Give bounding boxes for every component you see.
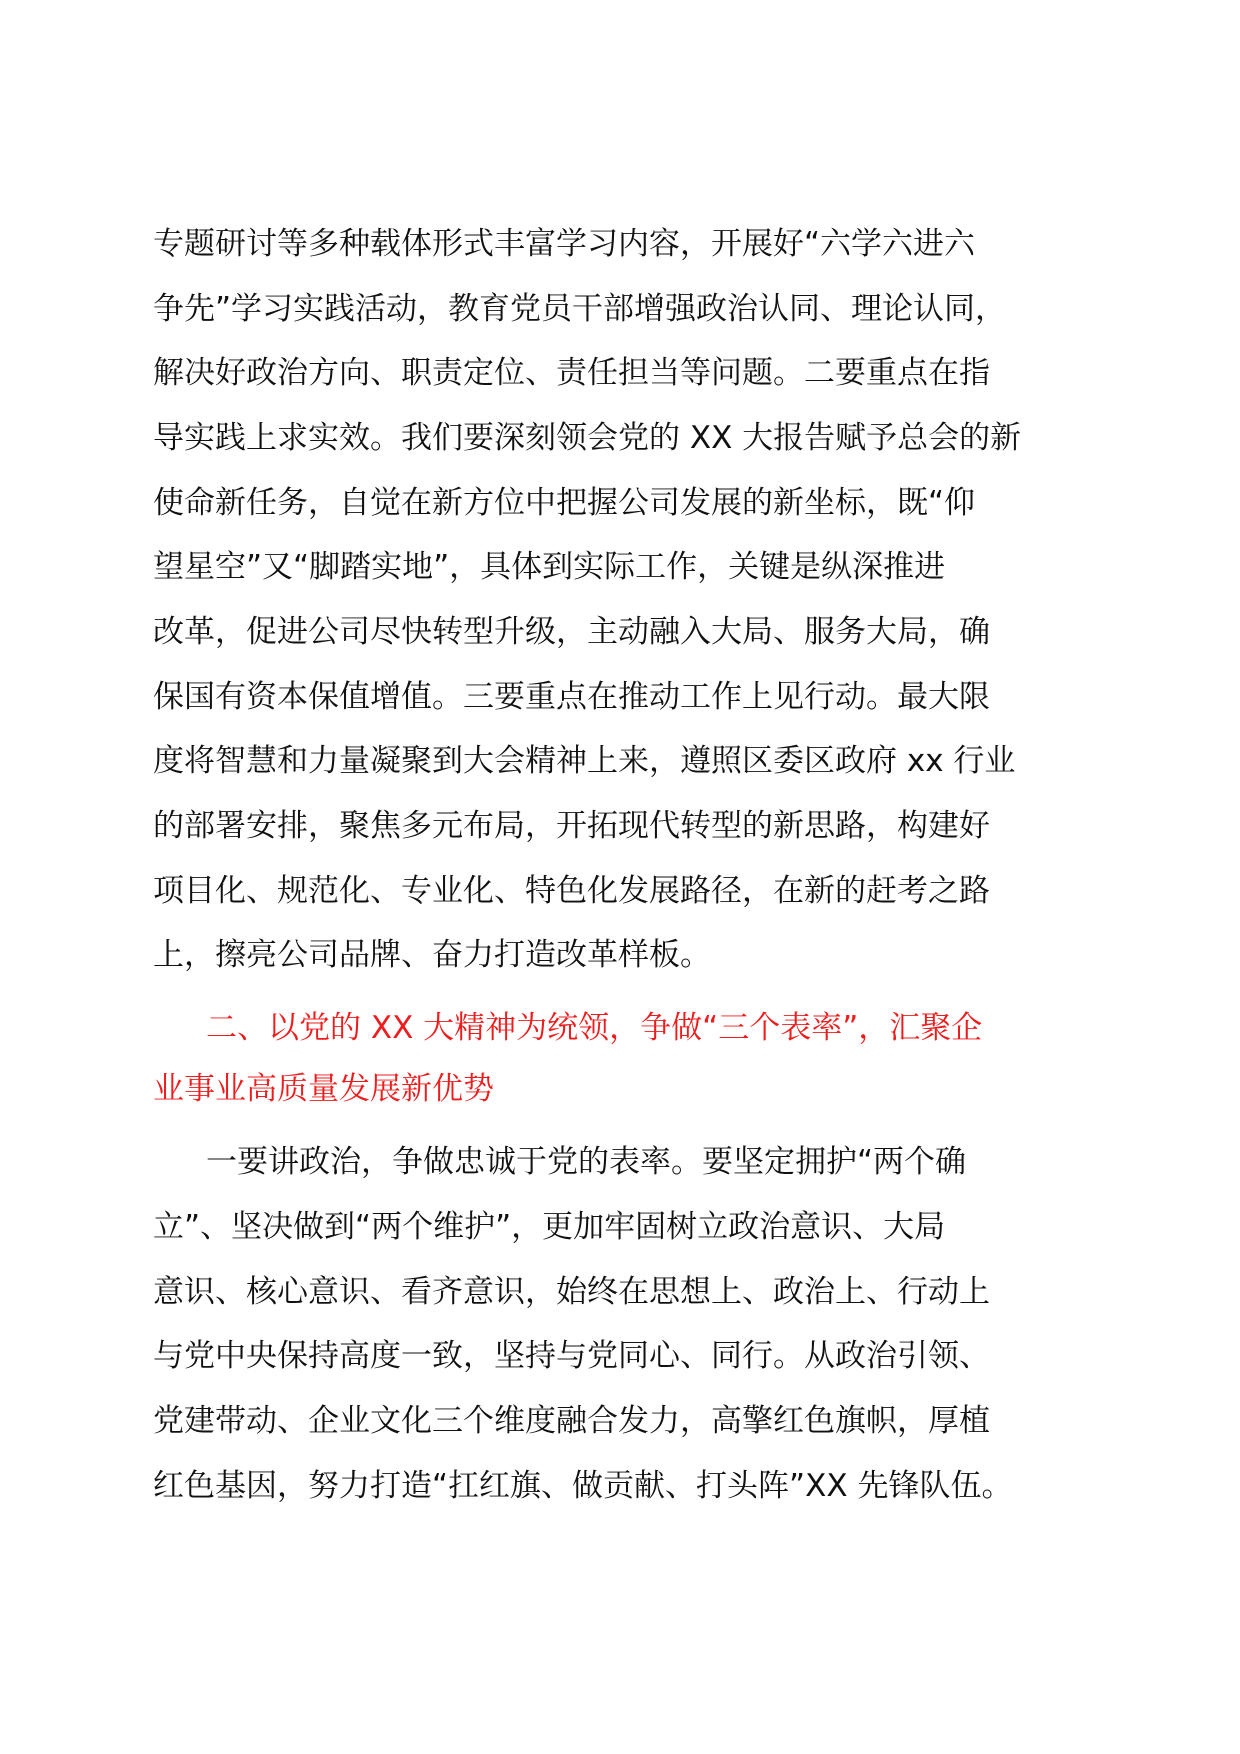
paragraph-line: 使命新任务，自觉在新方位中把握公司发展的新坐标，既“仰 — [153, 485, 976, 521]
section-heading-line: 二、以党的 XX 大精神为统领，争做“三个表率”，汇聚企 — [206, 1010, 983, 1046]
paragraph-line: 解决好政治方向、职责定位、责任担当等问题。二要重点在指 — [153, 355, 990, 391]
paragraph-line: 望星空”又“脚踏实地”，具体到实际工作，关键是纵深推进 — [153, 549, 946, 585]
paragraph-line: 专题研讨等多种载体形式丰富学习内容，开展好“六学六进六 — [153, 226, 976, 262]
section-heading-line: 业事业高质量发展新优势 — [153, 1071, 494, 1107]
paragraph-line: 导实践上求实效。我们要深刻领会党的 XX 大报告赋予总会的新 — [153, 420, 1022, 456]
paragraph-line: 意识、核心意识、看齐意识，始终在思想上、政治上、行动上 — [153, 1274, 990, 1310]
paragraph-line: 与党中央保持高度一致，坚持与党同心、同行。从政治引领、 — [153, 1338, 990, 1374]
paragraph-line: 上，擦亮公司品牌、奋力打造改革样板。 — [153, 937, 711, 973]
paragraph-line: 红色基因，努力打造“扛红旗、做贡献、打头阵”XX 先锋队伍。 — [153, 1468, 1013, 1504]
paragraph-line: 争先”学习实践活动，教育党员干部增强政治认同、理论认同， — [153, 291, 1007, 327]
paragraph-line: 立”、坚决做到“两个维护”，更加牢固树立政治意识、大局 — [153, 1209, 946, 1245]
paragraph-line: 改革，促进公司尽快转型升级，主动融入大局、服务大局，确 — [153, 614, 990, 650]
paragraph-line: 保国有资本保值增值。三要重点在推动工作上见行动。最大限 — [153, 679, 990, 715]
paragraph-line: 一要讲政治，争做忠诚于党的表率。要坚定拥护“两个确 — [206, 1144, 967, 1180]
paragraph-line: 度将智慧和力量凝聚到大会精神上来，遵照区委区政府 xx 行业 — [153, 743, 1016, 779]
paragraph-line: 项目化、规范化、专业化、特色化发展路径，在新的赶考之路 — [153, 873, 990, 909]
paragraph-line: 的部署安排，聚焦多元布局，开拓现代转型的新思路，构建好 — [153, 808, 990, 844]
paragraph-line: 党建带动、企业文化三个维度融合发力，高擎红色旗帜，厚植 — [153, 1403, 990, 1439]
